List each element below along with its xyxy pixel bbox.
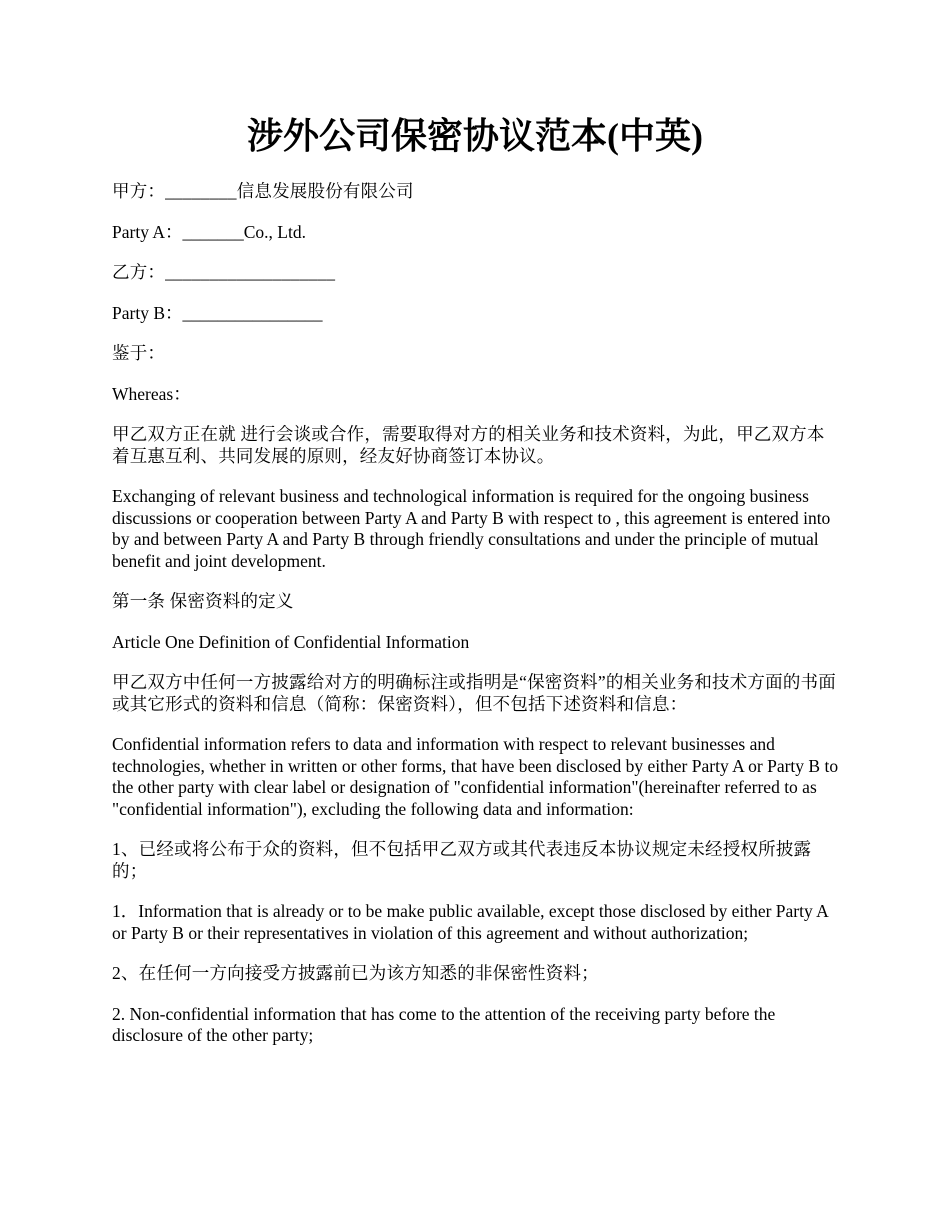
- party-b-en: Party B：________________: [112, 302, 323, 323]
- clause-1-cn: 1、已经或将公布于众的资料，但不包括甲乙双方或其代表违反本协议规定未经授权所披露的；: [112, 839, 812, 881]
- document-title: 涉外公司保密协议范本(中英): [247, 116, 703, 156]
- document-body: [112, 181, 840, 1066]
- preamble-cn: 甲乙双方正在就 进行会谈或合作，需要取得对方的相关业务和技术资料，为此，甲乙双方本着互惠互利、共同发展的原则，经友好协商签订本协议。: [112, 424, 825, 466]
- article-one-heading-cn: 第一条 保密资料的定义: [112, 591, 294, 611]
- clause-2-en: 2. Non-confidential information that has come to the attention of the receiving party before the disclosure of the other party;: [112, 1003, 776, 1045]
- party-a-en: Party A：_______Co., Ltd.: [112, 221, 306, 242]
- article-one-heading-en: Article One Definition of Confidential Information: [112, 631, 470, 652]
- definition-cn: 甲乙双方中任何一方披露给对方的明确标注或指明是“保密资料”的相关业务和技术方面的书面或其它形式的资料和信息（简称：保密资料），但不包括下述资料和信息：: [112, 672, 836, 714]
- party-b-cn: 乙方：___________________: [112, 262, 336, 282]
- whereas-en: Whereas：: [112, 383, 191, 404]
- party-a-cn: 甲方：________信息发展股份有限公司: [112, 181, 414, 201]
- preamble-en: Exchanging of relevant business and technological information is required for the ongoing business discussions or cooperation between Party A and Party B with respect to , this agreement is entered into by and between Party A and Party B through friendly consultations and under the principle of mutual benefit and joint development.: [112, 486, 831, 571]
- clause-2-cn: 2、在任何一方向接受方披露前已为该方知悉的非保密性资料；: [112, 963, 599, 983]
- definition-en: Confidential information refers to data and information with respect to relevant businesses and technologies, whether in written or other forms, that have been disclosed by either Party A or Party B to the other party with clear label or designation of "confidential information"(hereinafter referred to as "confidential information"), excluding the following data and information:: [112, 734, 839, 819]
- whereas-cn: 鉴于：: [112, 343, 166, 363]
- clause-1-en: 1．Information that is already or to be make public available, except those disclosed by either Party A or Party B or their representatives in violation of this agreement and without authorization;: [112, 901, 828, 943]
